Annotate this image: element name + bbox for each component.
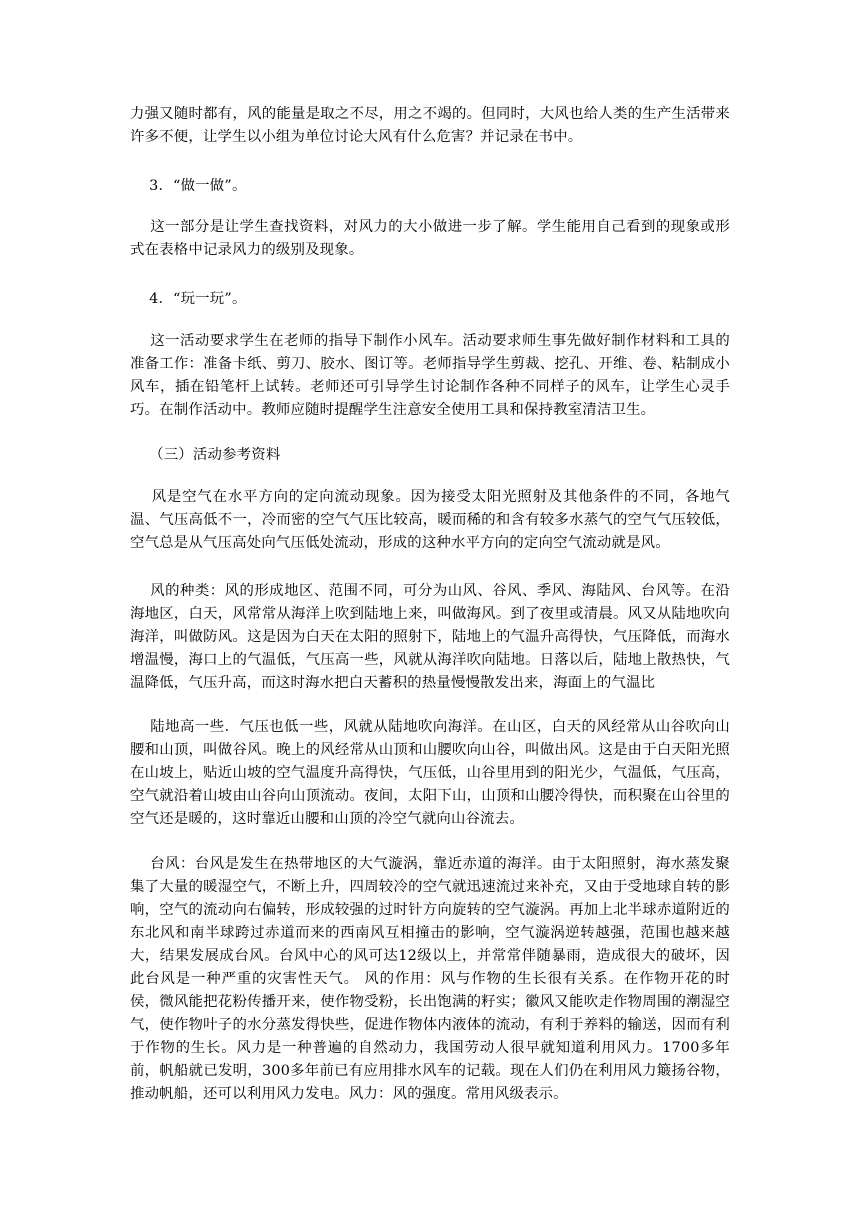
- paragraph-mountain-valley-wind: 陆地高一些．气压也低一些，风就从陆地吹向海洋。在山区，白天的风经常从山谷吹向山腰和山顶，叫做谷风。晚上的风经常从山顶和山腰吹向山谷，叫做出风。这是由于白天阳光照在山坡上，贴近山坡的空气温度升高得快，气压低，山谷里用到的阳光少，气温低，气压高，空气就沿着山坡由山谷向山顶流动。夜间，太阳下山，山顶和山腰冷得快，而积聚在山谷里的空气还是暖的，这时靠近山腰和山顶的冷空气就向山谷流去。: [130, 719, 730, 827]
- heading-reference-materials: （三）活动参考资料: [130, 447, 281, 463]
- paragraph-wind-definition: 风是空气在水平方向的定向流动现象。因为接受太阳光照射及其他条件的不同，各地气温、气压高低不一，冷而密的空气气压比较高，暖而稀的和含有较多水蒸气的空气气压较低，空气总是从气压高处向气压低处流动，形成的这种水平方向的定向空气流动就是风。: [130, 489, 730, 551]
- paragraph-wind-types: 风的种类：风的形成地区、范围不同，可分为山风、谷风、季风、海陆风、台风等。在沿海地区，白天，风常常从海洋上吹到陆地上来，叫做海风。到了夜里或清晨。风又从陆地吹向海洋，叫做防风。这是因为白天在太阳的照射下，陆地上的气温升高得快，气压降低，而海水增温慢，海口上的气温低，气压高一些，风就从海洋吹向陆地。日落以后，陆地上散热快，气温降低，气压升高，而这时海水把白天蓄积的热量慢慢散发出来，海面上的气温比: [130, 583, 730, 691]
- heading-play-it: 4．“玩一玩”。: [130, 291, 247, 307]
- paragraph-wind-energy-intro: 力强又随时都有，风的能量是取之不尽，用之不竭的。但同时，大风也给人类的生产生活带来许多不便，让学生以小组为单位讨论大风有什么危害？并记录在书中。: [130, 106, 730, 145]
- paragraph-pinwheel-activity: 这一活动要求学生在老师的指导下制作小风车。活动要求师生事先做好制作材料和工具的准备工作：准备卡纸、剪刀、胶水、图订等。老师指导学生剪裁、挖孔、开维、卷、粘制成小风车，插在铅笔杆上试转。老师还可引导学生讨论制作各种不同样子的风车，让学生心灵手巧。在制作活动中。教师应随时提醒学生注意安全使用工具和保持教室清洁卫生。: [130, 333, 730, 418]
- paragraph-typhoon-and-wind-use: 台风：台风是发生在热带地区的大气漩涡，靠近赤道的海洋。由于太阳照射，海水蒸发聚集了大量的暖湿空气，不断上升，四周较冷的空气就迅速流过来补充，又由于受地球自转的影响，空气的流动向右偏转，形成较强的过时针方向旋转的空气漩涡。再加上北半球赤道附近的东北风和南半球跨过赤道而来的西南风互相撞击的影响，空气漩涡逆转越强，范围也越来越大，结果发展成台风。台风中心的风可达12级以上，并常常伴随暴雨，造成很大的破坏，因此台风是一种严重的灾害性天气。 风的作用：风与作物的生长很有关系。在作物开花的时侯，微风能把花粉传播开来，使作物受粉，长出饱满的籽实；徽风又能吹走作物周围的潮湿空气，使作物叶子的水分蒸发得快些，促进作物体内液体的流动，有利于养料的输送，因而有利于作物的生长。风力是一种普遍的自然动力，我国劳动人很早就知道利用风力。1700多年前，帆船就已发明，300多年前已有应用排水风车的记载。现在人们仍在利用风力簸扬谷物，推动帆船，还可以利用风力发电。风力：风的强度。常用风级表示。: [130, 856, 730, 1102]
- heading-do-it: 3．“做一做”。: [130, 178, 247, 194]
- paragraph-do-it-description: 这一部分是让学生查找资料，对风力的大小做进一步了解。学生能用自己看到的现象或形式在表格中记录风力的级别及现象。: [130, 219, 730, 258]
